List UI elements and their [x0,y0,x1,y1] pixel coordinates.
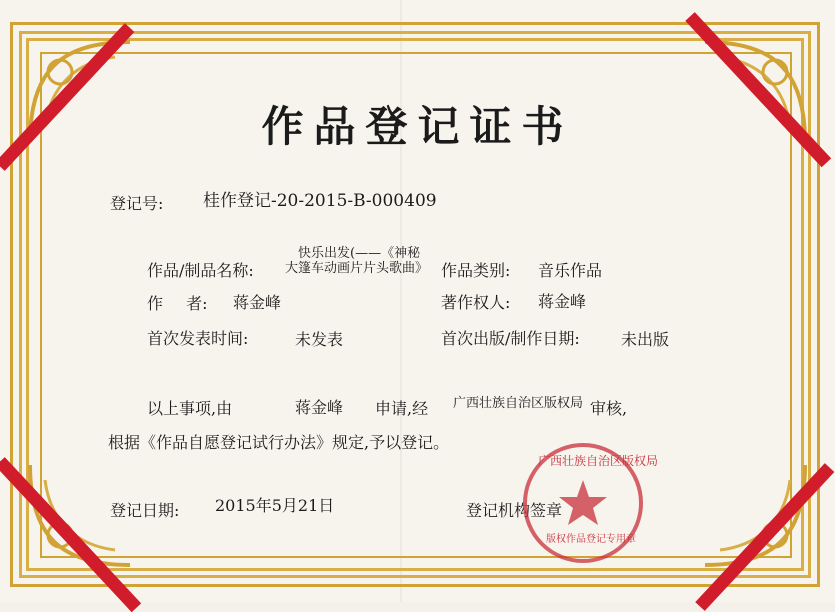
work-type-value: 音乐作品 [538,261,603,280]
author-value: 蒋金峰 [233,293,282,312]
work-name-line1: 快乐出发(——《神秘 [298,246,421,261]
work-name-line2: 大篷车动画片片头歌曲》 [285,261,429,276]
reg-no-label: 登记号: [110,194,164,213]
statement-part-c: 审核, [590,399,628,418]
statement-applicant: 蒋金峰 [295,398,344,417]
statement-part-a: 以上事项,由 [147,399,233,418]
first-production-label: 首次出版/制作日期: [441,329,580,348]
author-label: 作 者: [147,294,208,313]
statement-organization: 广西壮族自治区版权局 [453,396,584,411]
reg-date-label: 登记日期: [110,501,180,520]
work-name-label: 作品/制品名称: [147,261,254,280]
reg-no-value: 桂作登记-20-2015-B-000409 [203,191,437,211]
statement-part-b: 申请,经 [375,399,429,418]
work-type-label: 作品类别: [441,261,511,280]
first-publication-value: 未发表 [295,330,344,349]
seal-text-top: 广西壮族自治区版权局 [538,454,659,468]
owner-label: 著作权人: [441,293,511,312]
first-publication-label: 首次发表时间: [147,329,249,348]
authority-label: 登记机构签章 [466,501,563,520]
statement-line2: 根据《作品自愿登记试行办法》规定,予以登记。 [108,433,450,452]
seal-text-bottom: 版权作品登记专用章 [546,534,636,545]
reg-date-value: 2015年5月21日 [215,496,335,515]
owner-value: 蒋金峰 [538,292,587,311]
first-production-value: 未出版 [621,330,670,349]
certificate-title: 作品登记证书 [261,102,574,151]
